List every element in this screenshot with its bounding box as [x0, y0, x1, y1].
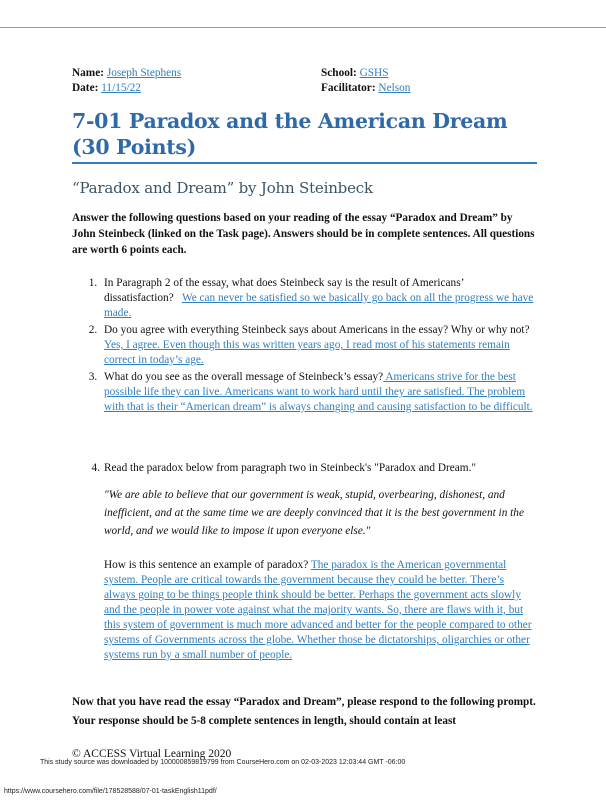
- quoted-paradox: "We are able to believe that our government is weak, stupid, overbearing, dishonest, and inefficient, and at the same time we are deeply convinced that it is the best government in the world, and we would like to impose it upon everyone else.": [104, 489, 524, 537]
- school-label: School:: [321, 67, 357, 79]
- header-info: [72, 66, 537, 98]
- document-page: [72, 66, 537, 731]
- date-row: [72, 81, 141, 96]
- question-text: Do you agree with everything Steinbeck says about Americans in the essay? Why or why not?: [104, 324, 530, 336]
- facilitator-value: Nelson: [378, 82, 411, 94]
- facilitator-label: Facilitator:: [321, 82, 376, 94]
- instructions: Answer the following questions based on your reading of the essay “Paradox and Dream” by John Steinbeck (linked on the Task page). Answers should be in complete sentences. All questions are worth 6 points each.: [72, 212, 535, 256]
- answer-block: [104, 558, 537, 663]
- title-underline: [72, 162, 537, 164]
- question-4: [72, 461, 537, 663]
- answer-text: Yes, I agree. Even though this was written years ago, I read most of his statements remain correct in today’s age.: [104, 339, 510, 366]
- name-value: Joseph Stephens: [106, 67, 182, 79]
- answer-text: The paradox is the American governmental system. People are critical towards the government because they could be better. There’s always going to be things people think should be better. Perhaps the government acts slowly and the people in power vote against what the majority wants. So, there are flaws with it, but this system of government is much more advanced and better for the people compared to other systems of Governments across the globe. Whether those be dictatorships, oligarchies or other systems run by a small number of people.: [104, 559, 532, 661]
- page-title: 7-01 Paradox and the American Dream (30 Points): [72, 109, 508, 159]
- question-text: How is this sentence an example of paradox?: [104, 559, 309, 571]
- question-text: In Paragraph 2 of the essay, what does Steinbeck say is the result of Americans’ dissatisfaction?: [104, 277, 464, 304]
- school-value: GSHS: [359, 67, 389, 79]
- question-item: [100, 276, 537, 321]
- name-label: Name:: [72, 67, 104, 79]
- facilitator-row: [321, 81, 410, 96]
- source-notice: This study source was downloaded by 100000859819799 from CourseHero.com on 02-03-2023 12:03:44 GMT -06:00: [40, 759, 406, 766]
- answer-text: Americans strive for the best possible life they can live. Americans want to work hard until they are satisfied. The problem with that is their “American dream” is always changing and causing satisfaction to be difficult.: [104, 371, 533, 413]
- name-row: [72, 66, 181, 81]
- date-value: 11/15/22: [101, 82, 141, 94]
- date-label: Date:: [72, 82, 99, 94]
- answer-text: We can never be satisfied so we basically go back on all the progress we have made.: [104, 292, 534, 319]
- closing-prompt: Now that you have read the essay “Paradox and Dream”, please respond to the following prompt. Your response should be 5-8 complete sentences in length, should contain at least: [72, 696, 536, 727]
- question-item: [100, 370, 537, 415]
- question-number: 4.: [91, 462, 100, 474]
- question-text: What do you see as the overall message of Steinbeck’s essay?: [104, 371, 384, 383]
- copyright: © ACCESS Virtual Learning 2020: [72, 748, 232, 760]
- question-text: Read the paradox below from paragraph two in Steinbeck's "Paradox and Dream.": [104, 462, 477, 474]
- section-heading: “Paradox and Dream” by John Steinbeck: [72, 179, 373, 197]
- question-4-body: [104, 461, 537, 663]
- question-list: [72, 276, 537, 415]
- question-item: [100, 323, 537, 368]
- school-row: [321, 66, 389, 81]
- source-url: https://www.coursehero.com/file/178528588/07-01-taskEnglish11pdf/: [4, 788, 217, 795]
- top-rule: [0, 27, 606, 28]
